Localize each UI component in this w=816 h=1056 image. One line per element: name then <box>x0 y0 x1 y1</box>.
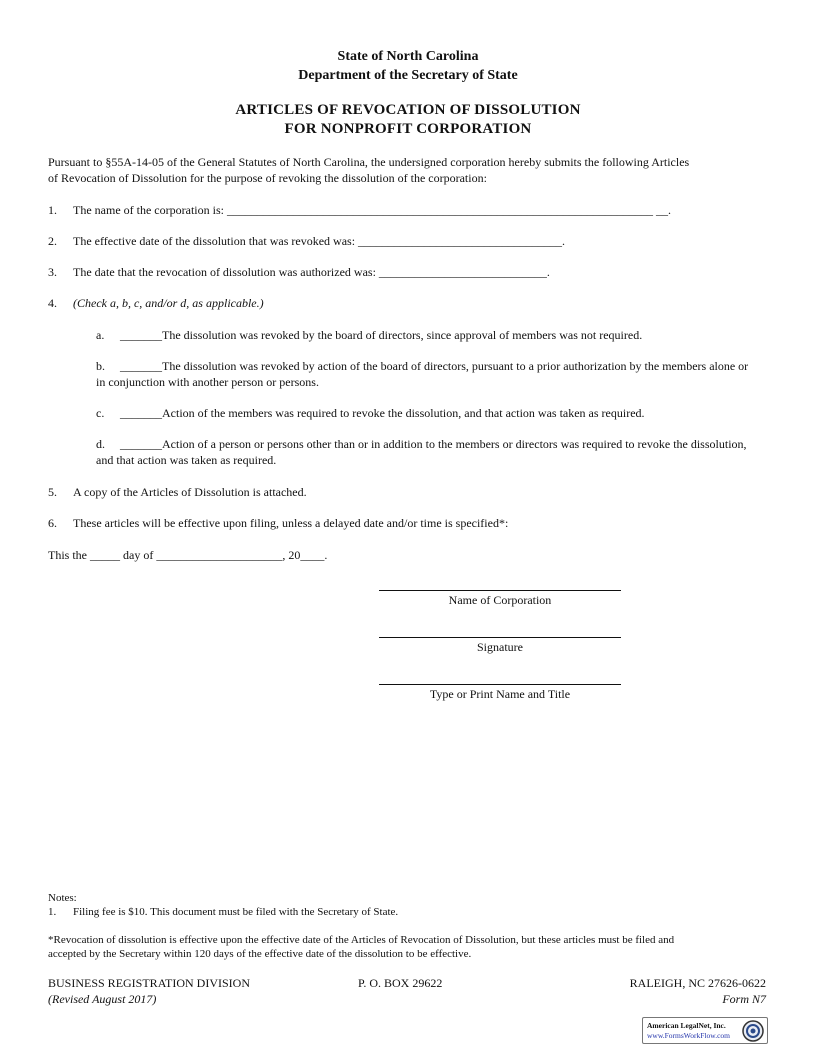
item-text: These articles will be effective upon filing, unless a delayed date and/or time is specified*: <box>73 516 509 530</box>
intro-line-2: of Revocation of Dissolution for the purpose of revoking the dissolution of the corporation: <box>48 171 487 185</box>
option-text: _______The dissolution was revoked by action of the board of directors, pursuant to a prior authorization by the members alone or in conjunction with another person or persons. <box>96 359 749 389</box>
check-instructions: (Check a, b, c, and/or d, as applicable.) <box>73 296 264 310</box>
document-title: ARTICLES OF REVOCATION OF DISSOLUTION <box>235 102 581 118</box>
printed-name-line[interactable] <box>379 684 621 685</box>
document-subtitle: FOR NONPROFIT CORPORATION <box>284 121 532 137</box>
city-address: RALEIGH, NC 27626-0622 <box>629 976 766 990</box>
state-heading: State of North Carolina <box>337 49 479 64</box>
note-1: Filing fee is $10. This document must be filed with the Secretary of State. <box>73 906 399 918</box>
note-1-number: 1. <box>48 906 57 918</box>
intro-line-1: Pursuant to §55A-14-05 of the General Statutes of North Carolina, the undersigned corporation hereby submits the following Articles <box>48 155 690 169</box>
option-a[interactable] <box>96 327 756 343</box>
corporation-name-line[interactable] <box>379 590 621 591</box>
item-number: 3. <box>48 265 57 279</box>
item-text: A copy of the Articles of Dissolution is attached. <box>73 485 307 499</box>
option-letter: b. <box>96 359 105 373</box>
option-letter: a. <box>96 328 105 342</box>
division-name: BUSINESS REGISTRATION DIVISION <box>48 976 251 990</box>
signature-line[interactable] <box>379 637 621 638</box>
item-number: 1. <box>48 203 57 217</box>
item-number: 6. <box>48 516 57 530</box>
effective-date-field[interactable]: The effective date of the dissolution that was revoked was: __________________________________. <box>73 234 566 248</box>
item-number: 2. <box>48 234 57 248</box>
logo-url: www.FormsWorkFlow.com <box>647 1031 731 1040</box>
corporation-name-field[interactable]: The name of the corporation is: _______________________________________________________________________ __. <box>73 203 671 217</box>
option-text: _______Action of a person or persons other than or in addition to the members or directors was required to revoke the dissolution, and that action was taken as required. <box>96 437 747 467</box>
corporation-name-label: Name of Corporation <box>448 593 552 607</box>
footnote-line-2: accepted by the Secretary within 120 days of the effective date of the dissolution to be effective. <box>48 948 472 960</box>
americanlegalnet-logo[interactable] <box>642 1017 768 1044</box>
signature-label: Signature <box>477 640 523 654</box>
logo-name: American LegalNet, Inc. <box>647 1021 726 1030</box>
revision-date: (Revised August 2017) <box>48 992 157 1006</box>
date-line[interactable]: This the _____ day of _____________________, 20____. <box>48 548 328 562</box>
option-c[interactable] <box>96 405 756 421</box>
item-number: 4. <box>48 296 57 310</box>
globe-icon <box>741 1019 765 1043</box>
authorization-date-field[interactable]: The date that the revocation of dissolution was authorized was: ____________________________. <box>73 265 550 279</box>
notes-heading: Notes: <box>48 892 77 904</box>
form-number: Form N7 <box>722 992 766 1006</box>
option-d[interactable] <box>96 436 756 468</box>
department-heading: Department of the Secretary of State <box>298 68 518 83</box>
option-letter: d. <box>96 437 105 451</box>
option-letter: c. <box>96 406 105 420</box>
printed-name-label: Type or Print Name and Title <box>429 687 571 701</box>
option-text: _______Action of the members was required to revoke the dissolution, and that action was taken as required. <box>120 406 645 420</box>
footnote-line-1: *Revocation of dissolution is effective upon the effective date of the Articles of Revocation of Dissolution, but these articles must be filed and <box>48 934 675 946</box>
option-text: _______The dissolution was revoked by the board of directors, since approval of members was not required. <box>120 328 643 342</box>
item-number: 5. <box>48 485 57 499</box>
po-box: P. O. BOX 29622 <box>358 976 443 990</box>
option-b[interactable] <box>96 358 756 390</box>
